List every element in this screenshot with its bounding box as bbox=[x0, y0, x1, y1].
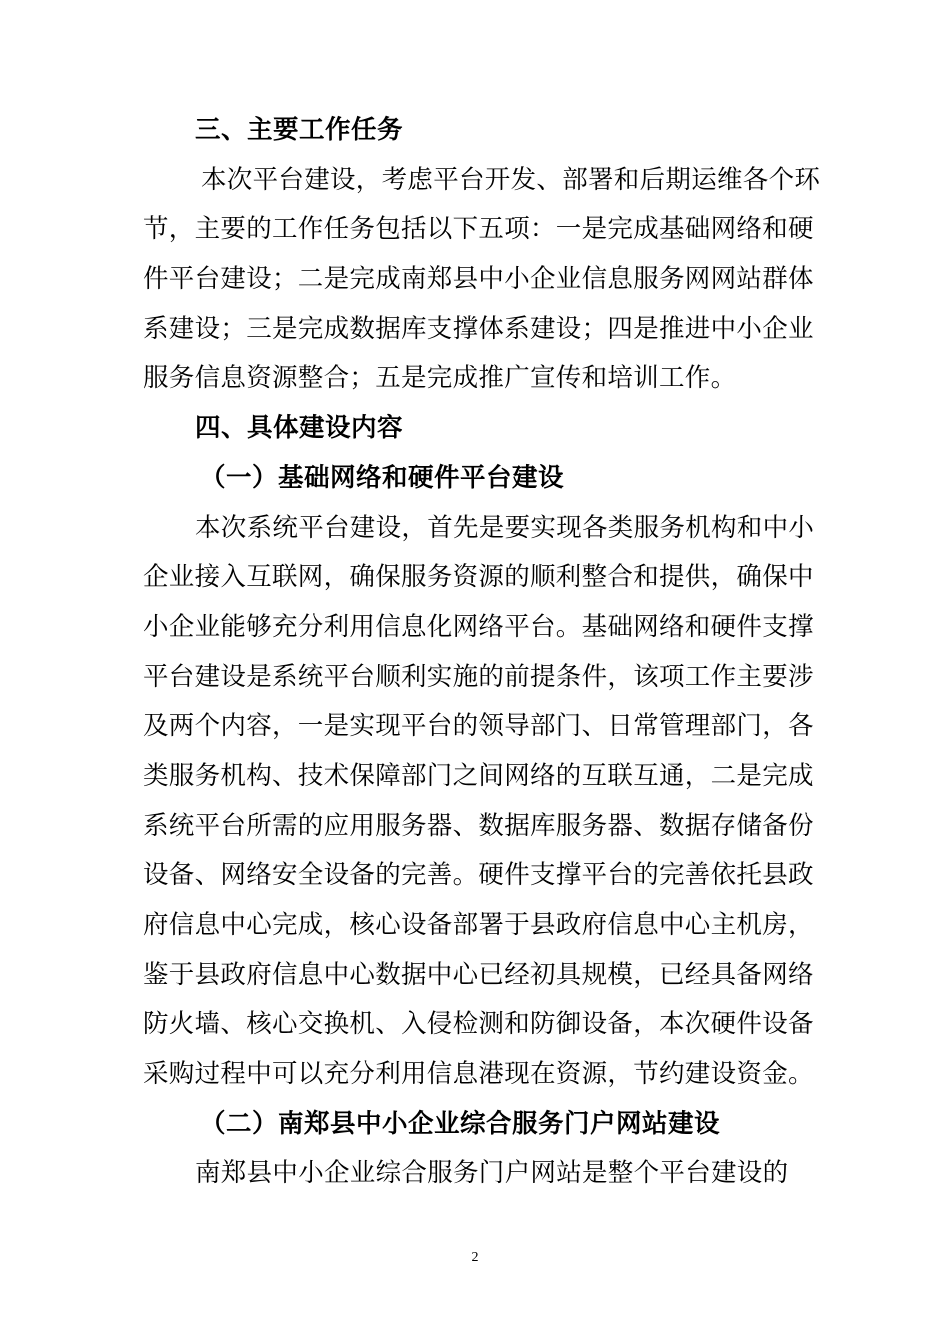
paragraph-work-tasks bbox=[143, 156, 821, 404]
paragraph-line: 防火墙、核心交换机、入侵检测和防御设备，本次硬件设备 bbox=[143, 1009, 814, 1040]
paragraph-line: 设备、网络安全设备的完善。硬件支撑平台的完善依托县政 bbox=[143, 860, 814, 891]
paragraph-line: 平台建设是系统平台顺利实施的前提条件，该项工作主要涉 bbox=[143, 661, 814, 692]
subsection-heading-2: （二）南郑县中小企业综合服务门户网站建设 bbox=[200, 1108, 721, 1139]
paragraph-line: 件平台建设；二是完成南郑县中小企业信息服务网网站群体 bbox=[143, 264, 814, 295]
paragraph-line: 小企业能够充分利用信息化网络平台。基础网络和硬件支撑 bbox=[143, 611, 814, 642]
paragraph-line: 服务信息资源整合；五是完成推广宣传和培训工作。 bbox=[143, 363, 737, 394]
section-heading-3: 三、主要工作任务 bbox=[195, 115, 404, 145]
paragraph-line: 府信息中心完成，核心设备部署于县政府信息中心主机房， bbox=[143, 910, 814, 940]
paragraph-portal-website bbox=[143, 1149, 813, 1199]
paragraph-line: 南郑县中小企业综合服务门户网站是整个平台建设的 bbox=[195, 1158, 789, 1189]
paragraph-line: 本次平台建设，考虑平台开发、部署和后期运维各个环 bbox=[201, 164, 821, 195]
subsection-heading-1: （一）基础网络和硬件平台建设 bbox=[200, 462, 565, 493]
page-number: 2 bbox=[471, 1250, 479, 1265]
paragraph-line: 企业接入互联网，确保服务资源的顺利整合和提供，确保中 bbox=[143, 562, 814, 593]
section-heading-4: 四、具体建设内容 bbox=[195, 413, 404, 444]
paragraph-line: 类服务机构、技术保障部门之间网络的互联互通，二是完成 bbox=[143, 760, 814, 791]
paragraph-line: 鉴于县政府信息中心数据中心已经初具规模，已经具备网络 bbox=[143, 959, 814, 990]
paragraph-line: 及两个内容，一是实现平台的领导部门、日常管理部门，各 bbox=[143, 711, 814, 742]
paragraph-line: 节，主要的工作任务包括以下五项：一是完成基础网络和硬 bbox=[143, 214, 814, 245]
paragraph-line: 采购过程中可以充分利用信息港现在资源，节约建设资金。 bbox=[143, 1059, 814, 1090]
document-body bbox=[143, 106, 821, 1199]
paragraph-line: 本次系统平台建设，首先是要实现各类服务机构和中小 bbox=[195, 512, 815, 543]
paragraph-line: 系统平台所需的应用服务器、数据库服务器、数据存储备份 bbox=[143, 810, 814, 841]
paragraph-line: 系建设；三是完成数据库支撑体系建设；四是推进中小企业 bbox=[143, 313, 814, 344]
paragraph-network-hardware bbox=[143, 504, 813, 1100]
